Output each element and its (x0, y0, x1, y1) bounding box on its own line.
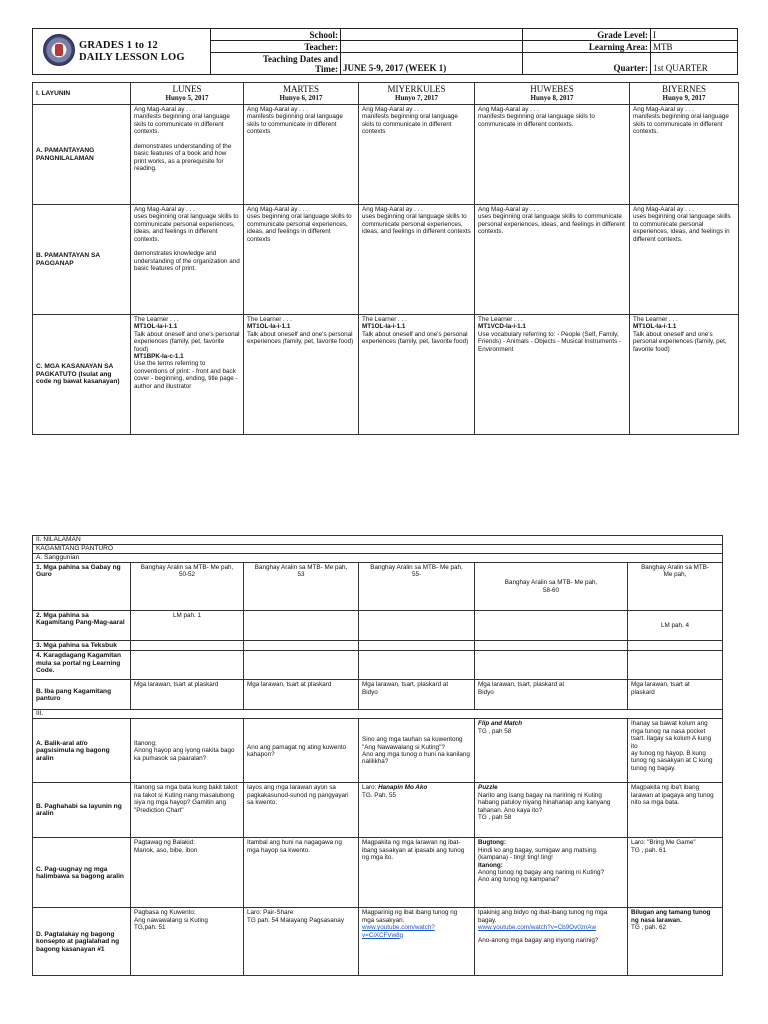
youtube-link[interactable]: www.youtube.com/watch?v=Cb9Ov0znAw (478, 924, 597, 932)
kagamitan-row (33, 545, 723, 554)
grade-label: Grade Level: (523, 29, 651, 41)
layunin-title: I. LAYUNIN (33, 83, 131, 105)
logo-line-dll: DAILY LESSON LOG (79, 52, 185, 63)
competency-text: Talk about oneself and one's personal experiences (family, pet, favorite food) (633, 330, 727, 353)
cell (359, 908, 475, 976)
itanong-title: Itanong: (478, 861, 503, 869)
day-header-0 (131, 83, 244, 105)
competency-text: Use vocabulary referring to: - People (Self, Family, Friends) - Animals - Objects - Musical Instruments - Environment (478, 330, 622, 353)
iba-pang-kagamitan-row (33, 680, 723, 710)
gabay-guro-row (33, 563, 723, 611)
logo-line-grades: GRADES 1 to 12 (79, 40, 158, 51)
cell: Magpakita ng iba't ibang larawan at ipagaya ang tunog nito sa mga bata. (628, 783, 723, 838)
section3-title-row (33, 710, 723, 719)
competency-text: Talk about oneself and one's personal experiences (family, pet, favorite food) (247, 330, 354, 346)
quarter-value: 1st QUARTER (653, 63, 708, 73)
cell: Ang Mag-Aaral ay . . . uses beginning oral language skills to communicate personal experiences, ideas, and feelings in different contexts. (475, 205, 630, 315)
row-label: C. MGA KASANAYAN SA PAGKATUTO (Isulat ang code ng bawat kasanayan) (33, 315, 131, 435)
quarter-label: Quarter: (523, 53, 651, 74)
activity-ref: TG. Pah. 55 (362, 791, 396, 799)
cell-intro: The Learner . . . (362, 316, 407, 323)
cell (475, 783, 628, 838)
cell (475, 651, 628, 680)
cell: Mga larawan, tsart, plaskard at Bidyo (359, 680, 475, 710)
activity-ref: TG , pah 58 (478, 727, 512, 735)
activity-text: Ipakinig ang bidyo ng ibat-ibang tunog ng mga bagay. (478, 909, 608, 924)
competency-code: MT1OL-Ia-i-1.1 (247, 323, 291, 331)
activity-title: Bilugan ang tamang tunog ng nasa larawan. (631, 909, 711, 924)
cell: Banghay Aralin sa MTB- Me pah, 50-52 (131, 563, 244, 611)
cell: Banghay Aralin sa MTB- Me pah, 55- (359, 563, 475, 611)
area-label: Learning Area: (523, 41, 651, 53)
row-label: C. Pag-uugnay ng mga halimbawa sa bagong aralin (33, 838, 131, 908)
pamantayang-pangnilalaman-row (33, 105, 739, 205)
cell: Pagtawag ng Balakid: Manok, aso, bibe, ibon (131, 838, 244, 908)
dates-label-line2: Time: (315, 64, 338, 74)
pag-uugnay-row (33, 838, 723, 908)
nilalaman-table (32, 535, 723, 976)
school-label: School: (211, 29, 341, 41)
day-date: Hunyo 5, 2017 (165, 94, 209, 102)
teksbuk-row (33, 641, 723, 651)
row-label: A. Balik-aral at/o pagsisimula ng bagong aralin (33, 719, 131, 783)
cell: Banghay Aralin sa MTB- Me pah, 58-60 (475, 563, 628, 611)
cell (131, 651, 244, 680)
activity-text: Narito ang isang bagay na naririnig ni Kuting habang patuloy niyang hinahanap ang kanyang tahanan. Ano kaya ito? TG , pah 58 (478, 791, 611, 822)
cell (244, 611, 359, 641)
cell: Ang Mag-Aaral ay . . . manifests beginning oral language skils to communicate in different contexts. (630, 105, 739, 205)
cell: Itanong: Anong hayop ang iyong nakita bago ka pumasok sa paaralan? (131, 719, 244, 783)
cell: Ang Mag-Aaral ay . . . uses beginning oral language skills to communicate personal experiences, ideas, and feelings in different contexts. demonstrates knowledge and understanding of the organization and basic features of print. (131, 205, 244, 315)
day-name: LUNES (172, 84, 202, 94)
row-label: D. Pagtalakay ng bagong konsepto at paglalahad ng bagong kasanayan #1 (33, 908, 131, 976)
cell: Banghay Aralin sa MTB- Me pah, 53 (244, 563, 359, 611)
cell: Ihanay sa bawat kolum ang mga tunog na nasa pocket tsart. Ilagay sa kolum A kung ito ay tunog ng hayop, B kung tunog ng sasakyan at C kung tunog ng bagay. (628, 719, 723, 783)
day-header-4 (630, 83, 739, 105)
cell: Iayos ang mga larawan ayon sa pagkakasunod-sunod ng pangyayari sa kwento. (244, 783, 359, 838)
cell: Sino ang mga tauhan sa kuwentong "Ang Nawawalang si Kuting"? Ano ang mga tunog o huni na kanilang nalilikha? (359, 719, 475, 783)
sanggunian-row (33, 554, 723, 563)
cell (244, 651, 359, 680)
cell: LM pah. 1 (131, 611, 244, 641)
day-header-row (33, 83, 739, 105)
activity-question: Ano-anong mga bagay ang inyong narinig? (478, 936, 599, 944)
pamantayan-sa-pagganap-row (33, 205, 739, 315)
cell: Mga larawan, tsart at plaskard (131, 680, 244, 710)
kagamitang-pang-mag-aaral-row (33, 611, 723, 641)
competency-code: MT1OL-Ia-i-1.1 (362, 323, 406, 331)
pagtalakay-row (33, 908, 723, 976)
karagdagang-kagamitan-row (33, 651, 723, 680)
teacher-label: Teacher: (211, 41, 341, 53)
dates-label-line1: Teaching Dates and (262, 54, 338, 64)
cell: Mga larawan, tsart, plaskard at Bidyo (475, 680, 628, 710)
cell-intro: The Learner . . . (134, 316, 179, 323)
competency-code: MT1VCD-Ia-i-1.1 (478, 323, 526, 331)
row-label: 2. Mga pahina sa Kagamitang Pang-Mag-aaral (33, 611, 131, 641)
cell: LM pah. 4 (628, 611, 723, 641)
cell: Ang Mag-Aaral ay . . . manifests beginning oral language skils to communicate in different contexts. (475, 105, 630, 205)
logo-title (79, 40, 185, 64)
area-value: MTB (651, 41, 738, 53)
activity-ref: TG , pah. 62 (631, 924, 667, 932)
cell (359, 641, 475, 651)
cell: Magpakita ng mga larawan ng ibat-ibang sasakyan at ipasabi ang tunog ng mga ito. (359, 838, 475, 908)
paghahabi-row (33, 783, 723, 838)
kagamitan-title: KAGAMITANG PANTURO (33, 545, 723, 554)
cell (475, 908, 628, 976)
cell (628, 641, 723, 651)
activity-title: Flip and Match (478, 720, 523, 728)
activity-prefix: Laro: (362, 784, 379, 792)
day-header-3 (475, 83, 630, 105)
day-date: Hunyo 7, 2017 (395, 94, 438, 102)
competency-code: MT1OL-Ia-i-1.1 (134, 323, 178, 331)
cell (244, 315, 359, 435)
cell: Ang Mag-Aaral ay . . . uses beginning oral language skills to communicate personal experiences, ideas, and feelings in different contexts. (630, 205, 739, 315)
cell (131, 641, 244, 651)
cell (475, 838, 628, 908)
cell (475, 719, 628, 783)
bugtong-text: Hindi ko ang bagay, sumigaw ang matsing. (kampana) - ting! ting! ting! (478, 846, 598, 862)
competency-code: MT1OL-Ia-i-1.1 (633, 323, 677, 331)
cell: Laro: Pair-Share TG pah. 54 Malayang Pagsasanay (244, 908, 359, 976)
cell (628, 651, 723, 680)
cell: Banghay Aralin sa MTB- Me pah, (628, 563, 723, 611)
row-label: A. PAMANTAYANG PANGNILALAMAN (33, 105, 131, 205)
activity-title: Puzzle (478, 784, 498, 792)
day-date: Hunyo 9, 2017 (662, 94, 706, 102)
competency-text: Use the terms referring to conventions of print: - front and back cover - beginning, ending, title page - author and illustrator (134, 360, 238, 390)
row-label: 3. Mga pahina sa Teksbuk (33, 641, 131, 651)
cell (475, 641, 628, 651)
row-label: B. Paghahabi sa layunin ng aralin (33, 783, 131, 838)
cell: Ang Mag-Aaral ay . . . manifests beginning oral language skils to communicate in different contexts (244, 105, 359, 205)
day-name: MIYERKULES (387, 84, 446, 94)
activity-text: Magparinig ng ibat ibang tunog ng mga sasakyan. (362, 909, 458, 924)
cell (131, 315, 244, 435)
row-label: B. PAMANTAYAN SA PAGGANAP (33, 205, 131, 315)
row-label: B. Iba pang Kagamitang panturo (33, 680, 131, 710)
cell: Ang Mag-Aaral ay . . . manifests beginning oral language skils to communicate in different contexts. demonstrates understanding of the basic features of a book and how print works, as a prerequisite for reading. (131, 105, 244, 205)
day-name: HUWEBES (530, 84, 574, 94)
nilalaman-title: II. NILALAMAN (33, 536, 723, 545)
cell: Ang Mag-Aaral ay . . . manifests beginning oral language skils to communicate in different contexts (359, 105, 475, 205)
competency-code: MT1BPK-Ia-c-1.1 (134, 353, 184, 361)
cell: Itambal ang huni na nagagawa ng mga hayop sa kwento. (244, 838, 359, 908)
cell: Mga larawan, tsart at plaskard (244, 680, 359, 710)
dates-label (211, 53, 341, 74)
cell (630, 315, 739, 435)
cell: Pagbasa ng Kuwento: Ang nawawalang si Kuting TG,pah. 51 (131, 908, 244, 976)
day-date: Hunyo 8, 2017 (530, 94, 574, 102)
cell: Ang Mag-Aaral ay . . . uses beginning oral language skills to communicate personal experiences, ideas, and feelings in different contexts (244, 205, 359, 315)
cell-intro: The Learner . . . (247, 316, 292, 323)
cell: Mga larawan, tsart at plaskard (628, 680, 723, 710)
cell (244, 641, 359, 651)
logo-block (33, 29, 211, 74)
youtube-link[interactable]: www.youtube.com/watch?v=CiXCFVw8g (362, 924, 435, 939)
competency-text: Talk about oneself and one's personal experiences (family, pet, favorite food) (362, 330, 469, 346)
cell: Ano ang pamagat ng ating kuwento kahapon? (244, 719, 359, 783)
row-label: 1. Mga pahina sa Gabay ng Guro (33, 563, 131, 611)
header-fields (211, 29, 738, 74)
itanong-text: Anong tunog ng bagay ang narinig ni Kuting? Ano ang tunog ng kampana? (478, 869, 605, 884)
cell (359, 315, 475, 435)
nilalaman-title-row (33, 536, 723, 545)
day-header-2 (359, 83, 475, 105)
balik-aral-row (33, 719, 723, 783)
cell: Itanong sa mga bata kung bakit takot na takot si Kuting nang masalubong siya ng mga hayop? Gamitin ang "Prediction Chart" (131, 783, 244, 838)
cell (475, 611, 628, 641)
cell (359, 611, 475, 641)
deped-seal-icon (43, 34, 75, 66)
cell (628, 908, 723, 976)
day-name: MARTES (283, 84, 319, 94)
day-date: Hunyo 6, 2017 (279, 94, 323, 102)
kasanayan-row (33, 315, 739, 435)
sanggunian-title: A. Sanggunian (33, 554, 723, 563)
cell-intro: The Learner . . . (633, 316, 678, 323)
competency-text: Talk about oneself and one's personal experiences (family, pet, favorite food) (134, 330, 240, 353)
section3-title: III. (33, 710, 723, 719)
cell: Ang Mag-Aaral ay . . . uses beginning oral language skills to communicate personal experiences, ideas, and feelings in different contexts (359, 205, 475, 315)
cell-intro: The Learner . . . (478, 316, 523, 323)
day-name: BIYERNES (661, 84, 706, 94)
row-label: 4. Karagdagang Kagamitan mula sa portal ng Learning Code. (33, 651, 131, 680)
activity-line (362, 784, 471, 791)
layunin-table (32, 82, 739, 435)
bugtong-title: Bugtong: (478, 839, 506, 847)
cell (359, 651, 475, 680)
day-header-1 (244, 83, 359, 105)
activity-title: Hanapin Mo Ako (378, 784, 428, 792)
cell: Laro: "Bring Me Game" TG , pah. 61 (628, 838, 723, 908)
school-value (341, 29, 523, 41)
cell (359, 783, 475, 838)
dates-value: JUNE 5-9, 2017 (WEEK 1) (341, 53, 523, 74)
grade-value: I (651, 29, 738, 41)
lesson-log-header (32, 28, 738, 75)
cell (475, 315, 630, 435)
teacher-value (341, 41, 523, 53)
